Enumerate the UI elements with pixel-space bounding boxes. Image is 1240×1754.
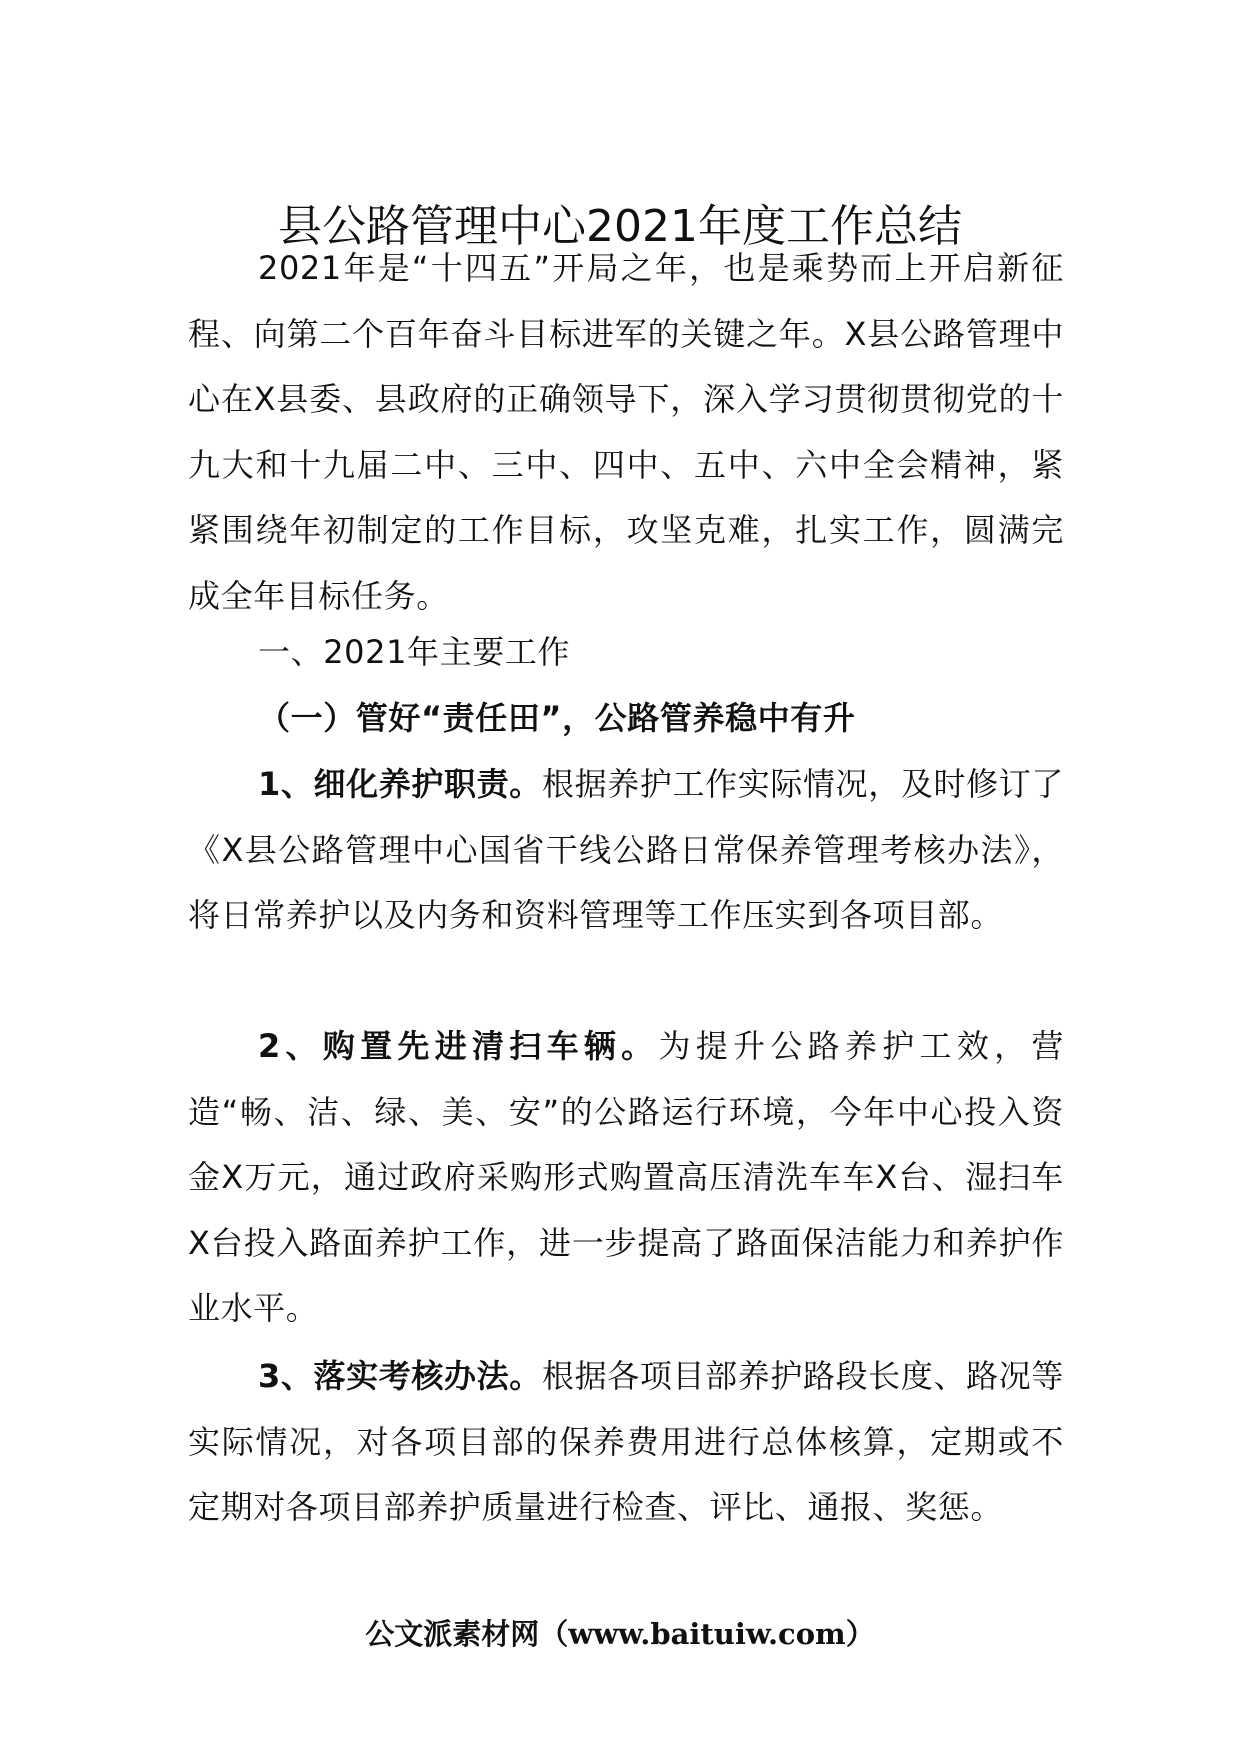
watermark-footer: 公文派素材网（www.baituiw.com） xyxy=(365,1617,875,1651)
item-text-2: 为提升公路养护工效，营造“畅、洁、绿、美、安”的公路运行环境，今年中心投入资金X万元，通过政府采购形式购置高压清洗车车X台、湿扫车X台投入路面养护工作，进一步提高了路面保洁能力和养护作业水平。 xyxy=(188,1027,1064,1328)
subsection-heading: （一）管好“责任田”，公路管养稳中有升 xyxy=(258,699,856,737)
intro-paragraph: 2021年是“十四五”开局之年，也是乘势而上开启新征程、向第二个百年奋斗目标进军的关键之年。X县公路管理中心在X县委、县政府的正确领导下，深入学习贯彻贯彻党的十九大和十九届二中、三中、四中、五中、六中全会精神，紧紧围绕年初制定的工作目标，攻坚克难，扎实工作，圆满完成全年目标任务。 xyxy=(188,249,1064,615)
item-paragraph-3 xyxy=(188,1344,1064,1541)
item-paragraph-1 xyxy=(188,752,1064,949)
item-lead-1: 1、细化养护职责。 xyxy=(258,765,542,803)
item-lead-3: 3、落实考核办法。 xyxy=(258,1357,542,1395)
document-title: 县公路管理中心2021年度工作总结 xyxy=(278,201,962,253)
section-heading: 一、2021年主要工作 xyxy=(258,633,571,671)
item-lead-2: 2、购置先进清扫车辆。 xyxy=(258,1027,659,1065)
item-text-3: 根据各项目部养护路段长度、路况等实际情况，对各项目部的保养费用进行总体核算，定期或不定期对各项目部养护质量进行检查、评比、通报、奖惩。 xyxy=(188,1357,1064,1527)
item-text-1: 根据养护工作实际情况，及时修订了《X县公路管理中心国省干线公路日常保养管理考核办法》，将日常养护以及内务和资料管理等工作压实到各项目部。 xyxy=(188,765,1064,935)
item-paragraph-2 xyxy=(188,1014,1064,1342)
